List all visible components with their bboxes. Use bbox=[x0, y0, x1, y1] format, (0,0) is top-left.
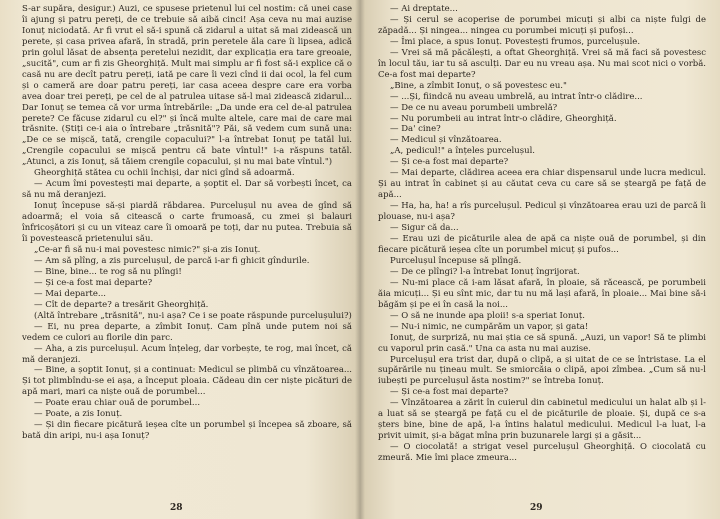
paragraph: — De ce plîngi? l-a întrebat Ionuț îngrijorat. bbox=[390, 266, 580, 277]
paragraph: — O să ne inunde apa ploii! s-a speriat Ionuț. bbox=[390, 310, 585, 321]
paragraph: — Erau uzi de picăturile alea de apă ca niște ouă de porumbel, și din fiecare picătură ieșea cîte un porumbel micuț și pufos... bbox=[378, 234, 706, 255]
page-number: 28 bbox=[170, 503, 183, 513]
paragraph: — Ei, nu prea departe, a zîmbit Ionuț. Cam pînă unde putem noi să vedem ce culori au florile din parc. bbox=[22, 321, 352, 343]
paragraph: „A, pedicul!" a înțeles purcelușul. bbox=[390, 146, 535, 157]
paragraph: Ionuț, de surpriză, nu mai știa ce să spună. „Auzi, un vapor! Să te plimbi cu vaporul prin casă." Una ca asta nu mai auzise. bbox=[378, 332, 706, 354]
paragraph: — Mai departe, clădirea aceea era chiar dispensarul unde lucra medicul. Și au intrat în cabinet și au căutat ceva cu care să se șteargă pe față de apă... bbox=[378, 168, 706, 201]
paragraph: — Mai departe... bbox=[34, 288, 106, 299]
paragraph: — ...Și, fiindcă nu aveau umbrelă, au intrat într-o clădire... bbox=[390, 91, 643, 102]
paragraph: — Și din fiecare picătură ieșea cîte un porumbel și începea să zboare, să bată din aripi, nu-i așa Ionuț? bbox=[22, 420, 352, 442]
paragraph: Purcelușul începuse să plîngă. bbox=[390, 255, 522, 266]
right-page bbox=[360, 0, 720, 519]
paragraph: — Ha, ha, ha! a rîs purcelușul. Pedicul și vînzătoarea erau uzi de parcă îi plouase, nu-i așa? bbox=[378, 201, 706, 223]
paragraph: Purcelușul era trist dar, după o clipă, a și uitat de ce se întristase. La el supărările nu țineau mult. Se smiorcăia o clipă, apoi zîmbea. „Cum să nu-l iubești pe purcelușul ăsta nostim?" se întreba Ionuț. bbox=[378, 354, 706, 387]
paragraph: (Altă întrebare „trăsnită", nu-i așa? Ce i se poate răspunde purcelușului?) bbox=[34, 310, 352, 321]
paragraph: — Bine, bine... te rog să nu plîngi! bbox=[34, 266, 182, 277]
paragraph: — Și cerul se acoperise de porumbei micuți și albi ca niște fulgi de zăpadă... Și ningea... ningea cu porumbei micuți și pufoși... bbox=[378, 14, 706, 36]
paragraph: Ionuț începuse să-și piardă răbdarea. Purcelușul nu avea de gînd să adoarmă; el voia să citească o carte frumoasă, cu zmei și balauri înfricoșători și cu un viteaz care îi omoară pe toți, dar nu putea. Trebuia să îi povestească prietenului său. bbox=[22, 201, 352, 245]
paragraph: — Bine, a șoptit Ionuț, și a continuat: Medicul se plimbă cu vînzătoarea... Și tot plimbîndu-se ei așa, a început ploaia. Cădeau din cer niște picături de apă mari, mari ca niște ouă de porumbel... bbox=[22, 365, 352, 398]
paragraph: „Bine, a zîmbit Ionuț, o să povestesc eu." bbox=[390, 80, 567, 91]
paragraph: — Și ce-a fost mai departe? bbox=[390, 157, 509, 168]
paragraph: — Aha, a zis purcelușul. Acum înțeleg, dar vorbește, te rog, mai încet, că mă deranjezi. bbox=[22, 343, 352, 365]
paragraph: — Acum îmi povestești mai departe, a șoptit el. Dar să vorbești încet, ca să nu mă deranjezi. bbox=[22, 179, 352, 201]
paragraph: — Cît de departe? a tresărit Gheorghiță. bbox=[34, 299, 209, 310]
paragraph: — Și ce-a fost mai departe? bbox=[390, 387, 509, 398]
paragraph: Gheorghiță stătea cu ochii închiși, dar nici gînd să adoarmă. bbox=[34, 168, 295, 179]
paragraph: — Nu-mi place că i-am lăsat afară, în ploaie, să răcească, pe porumbeii ăia micuți... Și eu sînt mic, dar tu nu mă lași afară, în ploaie... Mai bine să-i băgăm și pe ei în casă la noi... bbox=[378, 277, 706, 310]
paragraph: — Sigur că da... bbox=[390, 223, 459, 234]
paragraph: — Nu-i nimic, ne cumpărăm un vapor, și gata! bbox=[390, 321, 589, 332]
paragraph: — Poate erau chiar ouă de porumbel... bbox=[34, 398, 201, 409]
paragraph: — Da' cine? bbox=[390, 124, 441, 135]
paragraph: — O ciocolată! a strigat vesel purcelușul Gheorghiță. O ciocolată cu zmeură. Mie îmi place zmeura... bbox=[378, 442, 706, 464]
paragraph: — Vînzătoarea a zărit în cuierul din cabinetul medicului un halat alb și l-a luat să se șteargă pe față cu el de picăturile de ploaie. Și, după ce s-a șters bine, bine de apă, l-a întins halatul medicului. Medicul l-a luat, l-a privit uimit, și-a băgat mîna prin buzunarele largi și a găsit... bbox=[378, 398, 706, 442]
paragraph: — Vrei să mă păcălești, a oftat Gheorghiță. Vrei să mă faci să povestesc în locul tău, iar tu să asculți. Dar eu nu vreau așa. Nu mai scot nici o vorbă. Ce-a fost mai departe? bbox=[378, 47, 706, 80]
paragraph: — Îmi place, a spus Ionuț. Povestești frumos, purcelușule. bbox=[390, 36, 641, 47]
paragraph: — Nu porumbeii au intrat într-o clădire, Gheorghiță. bbox=[390, 113, 617, 124]
paragraph: — Și ce-a fost mai departe? bbox=[34, 277, 153, 288]
paragraph: S-ar supăra, desigur.) Auzi, ce spusese prietenul lui cel nostim: că unei case îi ajung și patru pereți, de ce trebuie să aibă cinci! Așa ceva nu mai auzise Ionuț niciodată. Ar fi vrut el să-i spună că zidarul a uitat să mai zidească un perete, și casa privea afară, în stradă, prin peretele ăla care îi lipsea, adică prin golul lăsat de absența peretelui nezidit, dar explicația era tare greoaie, „sucită", cum ar fi zis Gheorghiță. Mult mai simplu ar fi fost să-i explice că o casă nu are decît patru pereți, iată pe care îi vezi cînd ii dai ocol, la fel cum și o cameră are doar patru pereți, iar casa aceea despre care era vorba avea doar trei pereți, pe cel de al patrulea uitase să-l mai zidească zidarul... Dar Ionuț se temea că vor urma întrebările: „Da unde era cel de-al patrulea perete? Ce făcuse zidarul cu el?" și încă multe altele, care mai de care mai trăsnite. (Știți ce-i aia o întrebare „trăsnită"? Păi, să vedem cum sună una: „De ce se mișcă, tată, crengile copacului?" l-a întrebat Ionuț pe tatăl lui. „Crengile copacului se mișcă pentru că bate vîntul!" i-a răspuns tatăl. „Atunci, a zis Ionuț, să tăiem crengile copacului, și nu mai bate vîntul.") bbox=[22, 4, 352, 168]
paragraph: — Medicul și vînzătoarea. bbox=[390, 135, 502, 146]
right-page-text bbox=[378, 4, 706, 464]
paragraph: „Ce-ar fi să nu-i mai povestesc nimic?" și-a zis Ionuț. bbox=[34, 244, 261, 255]
page-number: 29 bbox=[530, 503, 543, 513]
paragraph: — Poate, a zis Ionuț. bbox=[34, 409, 123, 420]
paragraph: — Am să plîng, a zis purcelușul, de parcă i-ar fi ghicit gîndurile. bbox=[34, 255, 310, 266]
paragraph: — De ce nu aveau porumbeii umbrelă? bbox=[390, 102, 558, 113]
left-page-text bbox=[22, 4, 352, 442]
paragraph: — Ai dreptate... bbox=[390, 4, 458, 14]
